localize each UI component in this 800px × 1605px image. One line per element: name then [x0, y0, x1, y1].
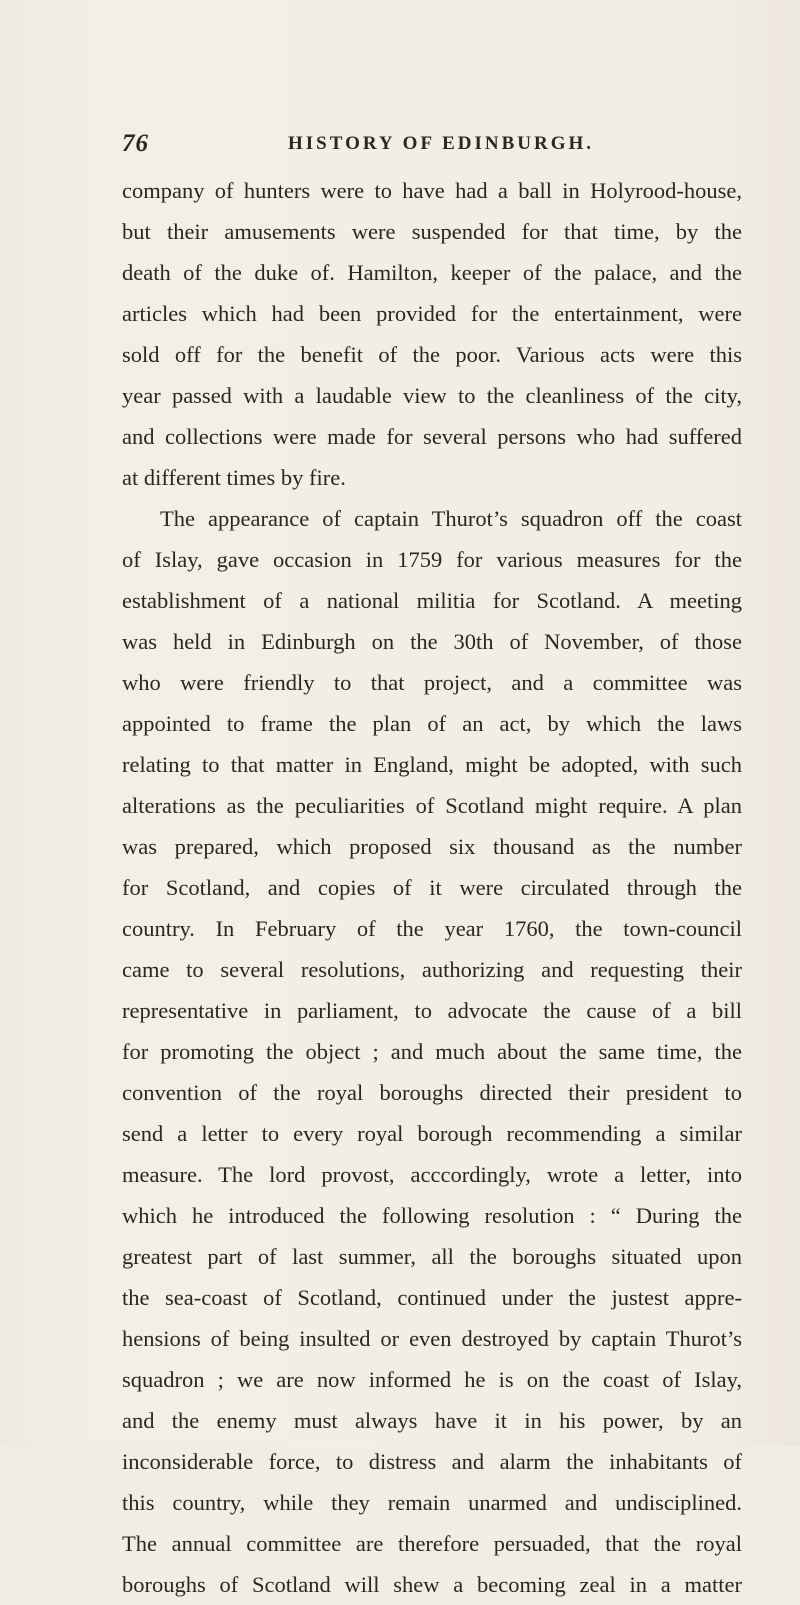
text-line: measure. The lord provost, acccordingly, wrote a letter, into [122, 1162, 742, 1187]
text-line: death of the duke of. Hamilton, keeper of the palace, and the [122, 260, 742, 285]
text-line: greatest part of last summer, all the boroughs situated upon [122, 1244, 742, 1269]
text-line: at different times by fire. [122, 465, 346, 490]
text-line: this country, while they remain unarmed and undisciplined. [122, 1490, 742, 1515]
text-line: The annual committee are therefore persuaded, that the royal [122, 1531, 742, 1556]
text-line: for promoting the object ; and much about the same time, the [122, 1039, 742, 1064]
text-line: The appearance of captain Thurot’s squadron off the coast [160, 506, 742, 531]
text-line: convention of the royal boroughs directed their president to [122, 1080, 742, 1105]
body-text [122, 170, 742, 1605]
text-line: hensions of being insulted or even destroyed by captain Thurot’s [122, 1326, 742, 1351]
text-line: was prepared, which proposed six thousand as the number [122, 834, 742, 859]
text-line: articles which had been provided for the entertainment, were [122, 301, 742, 326]
page-number: 76 [122, 130, 149, 157]
running-title: HISTORY OF EDINBURGH. [288, 133, 595, 154]
text-line: and the enemy must always have it in his power, by an [122, 1408, 742, 1433]
text-line: company of hunters were to have had a ball in Holyrood-house, [122, 178, 742, 203]
running-head [122, 130, 742, 160]
text-line: establishment of a national militia for Scotland. A meeting [122, 588, 742, 613]
text-line: alterations as the peculiarities of Scotland might require. A plan [122, 793, 742, 818]
text-line: appointed to frame the plan of an act, by which the laws [122, 711, 742, 736]
text-line: year passed with a laudable view to the cleanliness of the city, [122, 383, 742, 408]
text-line: country. In February of the year 1760, the town-council [122, 916, 742, 941]
text-line: for Scotland, and copies of it were circulated through the [122, 875, 742, 900]
text-line: who were friendly to that project, and a committee was [122, 670, 742, 695]
text-line: representative in parliament, to advocate the cause of a bill [122, 998, 742, 1023]
text-line: came to several resolutions, authorizing and requesting their [122, 957, 742, 982]
text-line: squadron ; we are now informed he is on the coast of Islay, [122, 1367, 742, 1392]
text-line: was held in Edinburgh on the 30th of November, of those [122, 629, 742, 654]
text-line: send a letter to every royal borough recommending a similar [122, 1121, 742, 1146]
text-line: and collections were made for several persons who had suffered [122, 424, 742, 449]
text-line: relating to that matter in England, might be adopted, with such [122, 752, 742, 777]
text-line: of Islay, gave occasion in 1759 for various measures for the [122, 547, 742, 572]
text-line: inconsiderable force, to distress and alarm the inhabitants of [122, 1449, 742, 1474]
text-line: but their amusements were suspended for that time, by the [122, 219, 742, 244]
text-line: the sea-coast of Scotland, continued under the justest appre- [122, 1285, 742, 1310]
text-line: sold off for the benefit of the poor. Various acts were this [122, 342, 742, 367]
text-line: which he introduced the following resolution : “ During the [122, 1203, 742, 1228]
text-line: boroughs of Scotland will shew a becoming zeal in a matter [122, 1572, 742, 1597]
